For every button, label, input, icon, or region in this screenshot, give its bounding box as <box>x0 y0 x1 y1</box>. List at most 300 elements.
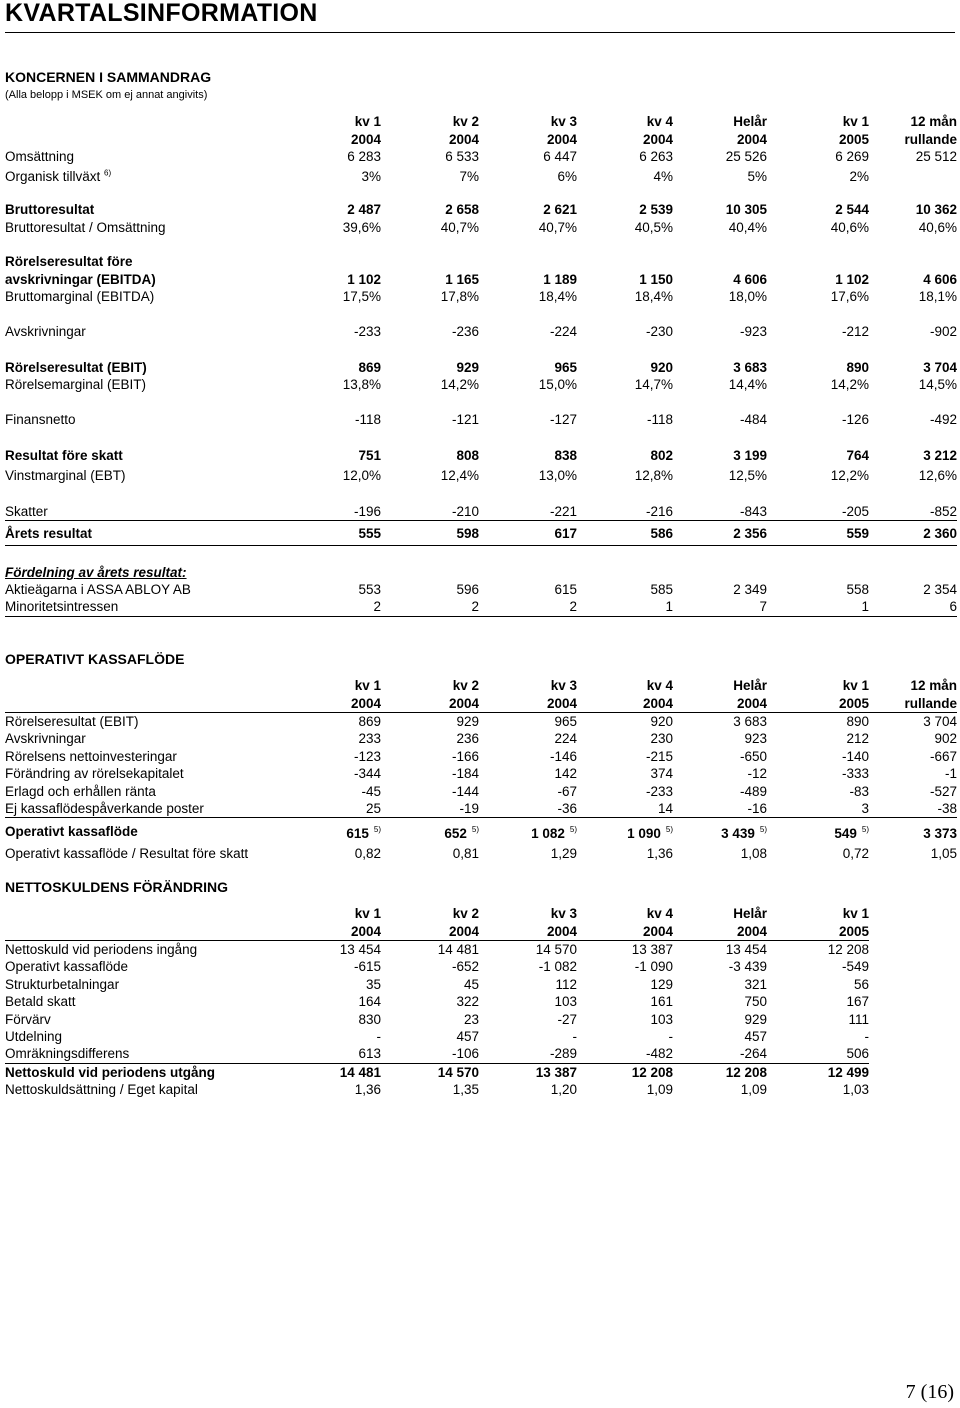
value-cell: 103 <box>554 994 577 1010</box>
header-cell: 12 mån <box>910 114 957 130</box>
value-cell: -215 <box>645 748 673 764</box>
value-cell: 1 <box>767 598 869 616</box>
table-row <box>5 447 957 464</box>
value-cell: - <box>376 1028 381 1044</box>
value-cell: 12 208 <box>725 1064 767 1080</box>
header-cell: 2004 <box>381 922 479 940</box>
spacer-row <box>5 393 957 411</box>
value-cell: 6 533 <box>445 148 479 164</box>
header-cell: rullande <box>904 131 957 147</box>
row-label <box>5 598 285 616</box>
row-label-text: Bruttoresultat <box>5 202 95 218</box>
row-label <box>5 1028 285 1045</box>
table-row <box>5 1045 869 1063</box>
value-cell: 39,6% <box>342 219 381 235</box>
value-text: 615 <box>346 825 369 841</box>
row-label <box>5 563 285 580</box>
value-cell: 4 606 <box>923 271 957 287</box>
value-cell: 923 <box>744 731 767 747</box>
value-cell: 1,36 <box>646 846 673 862</box>
header-cell: 2004 <box>479 922 577 940</box>
value-cell: 2 658 <box>445 202 479 218</box>
summary-note: (Alla belopp i MSEK om ej annat angivits) <box>5 89 208 101</box>
spacer-row <box>5 236 957 253</box>
header-cell: kv 4 <box>646 678 673 694</box>
value-cell: 1 165 <box>445 271 479 287</box>
value-cell: 2 <box>285 598 381 616</box>
value-cell: 13 387 <box>631 941 673 957</box>
value-cell: 13,0% <box>538 467 577 483</box>
table-row <box>5 359 957 376</box>
value-cell: -83 <box>849 783 869 799</box>
row-label <box>5 270 285 287</box>
value-cell: 112 <box>555 976 577 992</box>
value-cell: 3 683 <box>733 713 767 729</box>
netdebt-header-bottom <box>5 922 869 940</box>
value-cell: 808 <box>456 447 479 463</box>
row-label-text: Resultat före skatt <box>5 447 123 463</box>
value-cell: -196 <box>285 503 381 521</box>
table-row <box>5 165 957 187</box>
header-cell: kv 4 <box>646 114 673 130</box>
row-label-text: Operativt kassaflöde <box>5 959 129 975</box>
value-cell: 230 <box>650 731 673 747</box>
value-cell: -45 <box>361 783 381 799</box>
row-label-text: Nettoskuld vid periodens ingång <box>5 941 198 957</box>
value-cell: 18,0% <box>728 288 767 304</box>
table-row <box>5 376 957 393</box>
value-cell: 56 <box>853 976 869 992</box>
value-cell: 12,0% <box>342 467 381 483</box>
value-cell <box>673 563 767 580</box>
value-cell: 12 208 <box>827 941 869 957</box>
value-cell <box>285 818 381 845</box>
value-cell: 965 <box>554 359 577 375</box>
footnote-marker: 5) <box>861 825 869 835</box>
value-cell: -27 <box>557 1011 577 1027</box>
table-row <box>5 503 957 521</box>
value-cell: -650 <box>739 748 767 764</box>
header-cell: 2005 <box>838 131 869 147</box>
row-label-text: Erlagd och erhållen ränta <box>5 783 156 799</box>
footnote-marker: 5) <box>569 825 577 835</box>
value-cell: 167 <box>846 994 869 1010</box>
value-cell: -216 <box>577 503 673 521</box>
value-cell: -146 <box>549 748 577 764</box>
value-cell <box>577 563 673 580</box>
header-cell: 2004 <box>577 694 673 712</box>
header-cell: kv 1 <box>354 114 381 130</box>
header-cell: kv 3 <box>550 678 577 694</box>
table-row <box>5 765 957 782</box>
value-cell: 129 <box>650 976 673 992</box>
header-cell: 2004 <box>285 922 381 940</box>
value-cell: 555 <box>285 521 381 546</box>
value-cell: 17,5% <box>342 288 381 304</box>
value-text: 652 <box>444 825 467 841</box>
header-cell: 2004 <box>642 131 673 147</box>
header-cell: 2004 <box>479 694 577 712</box>
value-cell: -923 <box>739 324 767 340</box>
header-cell: 2004 <box>285 694 381 712</box>
row-label-text: Utdelning <box>5 1028 63 1044</box>
spacer-row <box>5 486 957 503</box>
table-row <box>5 1063 869 1081</box>
value-cell: 233 <box>358 731 381 747</box>
value-cell: 1,20 <box>550 1082 577 1098</box>
value-cell: -615 <box>353 959 381 975</box>
value-cell: 212 <box>846 731 869 747</box>
table-row <box>5 323 957 340</box>
value-cell <box>479 253 577 270</box>
value-cell: -549 <box>841 959 869 975</box>
value-cell: 14 <box>577 800 673 818</box>
row-label-text: Bruttomarginal (EBITDA) <box>5 288 155 304</box>
value-cell: -233 <box>353 324 381 340</box>
value-cell: 2% <box>849 168 869 184</box>
value-cell: 111 <box>848 1011 869 1027</box>
cashflow-body <box>5 713 957 863</box>
row-label-text: Förändring av rörelsekapitalet <box>5 766 184 782</box>
value-cell: -1 082 <box>538 959 577 975</box>
header-cell: kv 2 <box>452 114 479 130</box>
value-cell: 553 <box>358 582 381 598</box>
value-cell: -106 <box>381 1045 479 1063</box>
value-cell: -264 <box>673 1045 767 1063</box>
header-cell: kv 4 <box>646 906 673 922</box>
value-cell: 506 <box>767 1045 869 1063</box>
header-cell: 2004 <box>350 131 381 147</box>
table-row <box>5 845 957 862</box>
value-cell: 1 102 <box>835 271 869 287</box>
row-label <box>5 411 285 428</box>
value-cell: 40,5% <box>634 219 673 235</box>
row-label-text: Strukturbetalningar <box>5 976 120 992</box>
netdebt-section <box>5 878 885 1098</box>
row-label <box>5 359 285 376</box>
table-row <box>5 563 957 580</box>
row-label-text: Operativt kassaflöde / Resultat före skatt <box>5 846 249 862</box>
value-cell <box>285 253 381 270</box>
value-cell: 4 606 <box>733 271 767 287</box>
table-row <box>5 411 957 428</box>
value-cell: -667 <box>929 748 957 764</box>
table-row <box>5 958 869 975</box>
value-cell: -118 <box>354 412 381 428</box>
value-cell: 4% <box>653 168 673 184</box>
value-cell: -126 <box>841 412 869 428</box>
value-cell: 14 570 <box>437 1064 479 1080</box>
row-label <box>5 1081 285 1098</box>
value-cell: 40,7% <box>538 219 577 235</box>
value-cell: -333 <box>841 766 869 782</box>
value-cell: 23 <box>463 1011 479 1027</box>
value-cell: 6 269 <box>835 148 869 164</box>
header-cell: 2004 <box>673 922 767 940</box>
row-label <box>5 219 285 236</box>
value-cell: 142 <box>554 766 577 782</box>
value-cell: 18,4% <box>634 288 673 304</box>
value-cell: -236 <box>451 324 479 340</box>
value-cell: 12 499 <box>827 1064 869 1080</box>
value-cell: 5% <box>747 168 767 184</box>
value-cell: 40,4% <box>728 219 767 235</box>
netdebt-body <box>5 941 869 1099</box>
value-cell: 764 <box>846 447 869 463</box>
row-label <box>5 581 285 598</box>
value-cell: 321 <box>744 976 767 992</box>
value-cell: 1 189 <box>543 271 577 287</box>
value-text: 549 <box>834 825 857 841</box>
value-cell: 18,1% <box>918 288 957 304</box>
value-cell: 890 <box>846 713 869 729</box>
value-cell: 6 447 <box>543 148 577 164</box>
table-row <box>5 800 957 818</box>
row-label <box>5 1010 285 1027</box>
value-cell: -221 <box>479 503 577 521</box>
value-cell: 1 <box>577 598 673 616</box>
value-cell: 17,8% <box>440 288 479 304</box>
value-cell: 1 102 <box>347 271 381 287</box>
row-label-text: Avskrivningar <box>5 324 86 340</box>
value-text: 3 439 <box>721 825 755 841</box>
table-row <box>5 976 869 993</box>
value-cell: 929 <box>744 1011 767 1027</box>
value-cell <box>285 563 381 580</box>
value-cell: - <box>668 1028 673 1044</box>
table-row <box>5 818 957 845</box>
row-label-text: Omräkningsdifferens <box>5 1046 130 1062</box>
header-cell: kv 1 <box>354 678 381 694</box>
value-cell: 6 <box>869 598 957 616</box>
value-cell <box>767 253 869 270</box>
value-cell: 3 373 <box>923 825 957 841</box>
value-cell: 1,05 <box>930 846 957 862</box>
value-cell: 1,09 <box>646 1082 673 1098</box>
value-cell: 10 305 <box>725 202 767 218</box>
value-cell <box>479 818 577 845</box>
row-label <box>5 253 285 270</box>
value-cell: 40,6% <box>918 219 957 235</box>
value-cell: 598 <box>381 521 479 546</box>
value-cell: -16 <box>673 800 767 818</box>
value-cell: 2 487 <box>347 202 381 218</box>
table-row <box>5 598 957 616</box>
value-cell: 750 <box>744 994 767 1010</box>
row-label <box>5 201 285 218</box>
value-cell: 40,6% <box>830 219 869 235</box>
summary-title: KONCERNEN I SAMMANDRAG <box>5 69 212 85</box>
value-cell: -38 <box>869 800 957 818</box>
row-label <box>5 800 285 818</box>
row-label-text: Rörelseresultat (EBIT) <box>5 713 139 729</box>
value-cell: 585 <box>650 582 673 598</box>
value-cell: -205 <box>767 503 869 521</box>
header-cell: 2004 <box>673 694 767 712</box>
row-label <box>5 1045 285 1063</box>
value-cell: 14,4% <box>728 377 767 393</box>
value-cell: 1,29 <box>550 846 577 862</box>
value-cell: 7% <box>459 168 479 184</box>
row-label-text: avskrivningar (EBITDA) <box>5 271 156 287</box>
value-cell: 6 263 <box>639 148 673 164</box>
value-cell: 25 512 <box>915 148 957 164</box>
cashflow-header <box>5 677 957 713</box>
value-cell: 12,8% <box>634 467 673 483</box>
value-cell: 14 570 <box>535 941 577 957</box>
value-cell: 13 454 <box>725 941 767 957</box>
table-row <box>5 148 957 165</box>
value-cell: -230 <box>645 324 673 340</box>
row-label-text: Årets resultat <box>5 525 93 541</box>
value-cell: 3 683 <box>733 359 767 375</box>
value-cell: -1 <box>944 766 957 782</box>
row-label-text: Omsättning <box>5 148 75 164</box>
value-cell: 869 <box>358 713 381 729</box>
page-number: 7 (16) <box>905 1381 954 1403</box>
header-cell: kv 1 <box>842 114 869 130</box>
value-cell: 2 <box>381 598 479 616</box>
value-text: 1 082 <box>531 825 565 841</box>
row-label <box>5 993 285 1010</box>
summary-table <box>5 113 957 148</box>
value-cell: -3 439 <box>728 959 767 975</box>
row-label-text: Vinstmarginal (EBT) <box>5 467 126 483</box>
value-cell <box>479 563 577 580</box>
value-cell <box>869 165 957 187</box>
header-cell: rullande <box>869 694 957 712</box>
value-cell: 2 356 <box>673 521 767 546</box>
row-label <box>5 376 285 393</box>
value-cell: 0,72 <box>842 846 869 862</box>
value-cell: 3 <box>767 800 869 818</box>
value-cell: 12,5% <box>728 467 767 483</box>
value-cell: -19 <box>381 800 479 818</box>
table-row <box>5 1028 869 1045</box>
value-cell: 12,2% <box>830 467 869 483</box>
value-cell: 1,03 <box>842 1082 869 1098</box>
row-label-text: Bruttoresultat / Omsättning <box>5 219 166 235</box>
row-label-text: Rörelsemarginal (EBIT) <box>5 377 147 393</box>
cashflow-title: OPERATIVT KASSAFLÖDE <box>5 651 185 667</box>
cashflow-header-bottom <box>5 694 957 712</box>
value-cell: -1 090 <box>634 959 673 975</box>
value-cell: -127 <box>549 412 577 428</box>
value-cell: 12 208 <box>631 1064 673 1080</box>
table-row <box>5 993 869 1010</box>
row-label <box>5 976 285 993</box>
value-cell: 751 <box>358 447 381 463</box>
row-label <box>5 765 285 782</box>
row-label <box>5 447 285 464</box>
row-label <box>5 782 285 799</box>
value-cell: 0,81 <box>452 846 479 862</box>
row-label-text: Fördelning av årets resultat: <box>5 564 187 580</box>
value-cell: -67 <box>557 783 577 799</box>
header-cell: 2004 <box>546 131 577 147</box>
value-cell: 10 362 <box>915 202 957 218</box>
value-cell: 2 539 <box>639 202 673 218</box>
table-row <box>5 1010 869 1027</box>
row-label <box>5 713 285 730</box>
value-cell <box>577 253 673 270</box>
row-label-text: Betald skatt <box>5 994 76 1010</box>
value-cell: 25 526 <box>725 148 767 164</box>
value-cell: 25 <box>285 800 381 818</box>
value-cell: -123 <box>353 748 381 764</box>
footnote-marker: 5) <box>759 825 767 835</box>
header-cell: kv 1 <box>354 906 381 922</box>
value-cell: 14,2% <box>830 377 869 393</box>
table-row <box>5 713 957 730</box>
row-label <box>5 323 285 340</box>
value-cell: -344 <box>353 766 381 782</box>
row-label <box>5 748 285 765</box>
value-cell: 929 <box>456 713 479 729</box>
value-cell: 18,4% <box>538 288 577 304</box>
value-cell: 164 <box>358 994 381 1010</box>
header-cell: 12 mån <box>910 678 957 694</box>
row-label-text: Minoritetsintressen <box>5 599 119 615</box>
value-cell: 2 544 <box>835 202 869 218</box>
row-label <box>5 958 285 975</box>
value-cell: 457 <box>456 1028 479 1044</box>
netdebt-title: NETTOSKULDENS FÖRÄNDRING <box>5 879 228 895</box>
summary-header-bottom <box>5 130 957 147</box>
value-cell: 13 454 <box>339 941 381 957</box>
table-row <box>5 521 957 546</box>
cashflow-header-top <box>5 677 957 694</box>
footnote-marker: 5) <box>665 825 673 835</box>
row-label-text: Ej kassaflödespåverkande poster <box>5 800 204 816</box>
table-row <box>5 253 957 270</box>
value-cell: 615 <box>554 582 577 598</box>
header-cell: kv 2 <box>452 678 479 694</box>
value-cell: 14,5% <box>918 377 957 393</box>
value-cell: -902 <box>929 324 957 340</box>
table-row <box>5 464 957 486</box>
value-cell: 14 481 <box>437 941 479 957</box>
cashflow-section <box>5 650 957 863</box>
header-cell: Helår <box>733 678 767 694</box>
value-cell: -489 <box>739 783 767 799</box>
footnote-marker: 5) <box>471 825 479 835</box>
value-cell: 2 360 <box>869 521 957 546</box>
value-cell <box>381 563 479 580</box>
table-row <box>5 730 957 747</box>
value-cell: 2 354 <box>923 582 957 598</box>
row-label-text: Rörelseresultat (EBIT) <box>5 359 147 375</box>
value-cell: -492 <box>929 412 957 428</box>
spacer-row <box>5 429 957 447</box>
page-title: KVARTALSINFORMATION <box>5 0 955 33</box>
value-cell: 0,82 <box>354 846 381 862</box>
table-row <box>5 782 957 799</box>
value-cell: 7 <box>673 598 767 616</box>
value-cell: -118 <box>646 412 673 428</box>
header-cell: kv 1 <box>842 906 869 922</box>
value-cell: 103 <box>650 1011 673 1027</box>
value-cell: 3 704 <box>923 713 957 729</box>
row-label <box>5 818 285 845</box>
value-cell: 802 <box>650 447 673 463</box>
value-cell: 1,35 <box>452 1082 479 1098</box>
summary-header-top <box>5 113 957 130</box>
header-cell: 2004 <box>736 131 767 147</box>
value-cell: 890 <box>846 359 869 375</box>
header-cell: 2004 <box>448 131 479 147</box>
value-cell <box>767 818 869 845</box>
